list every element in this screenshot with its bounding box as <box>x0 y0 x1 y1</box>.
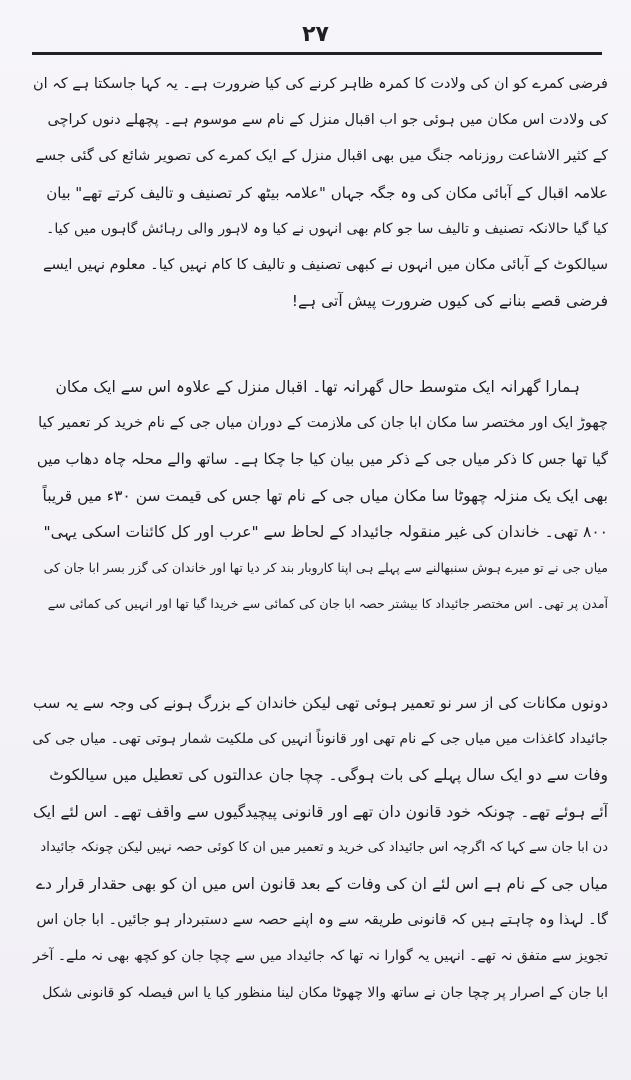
text-line: گا۔ لہذا وہ چاہتے ہیں کہ قانونی طریقہ سے وہ اپنے حصہ سے دستبردار ہو جائیں۔ ابا جان اس <box>36 912 608 929</box>
text-line: کی ولادت اس مکان میں ہوئی جو اب اقبال منزل کے نام سے موسوم ہے۔ پچھلے دنوں کراچی <box>47 112 608 129</box>
text-line: فرضی قصے بنانے کی کیوں ضرورت پیش آتی ہے! <box>291 292 608 311</box>
paragraph-2 <box>30 369 608 622</box>
text-line: وفات سے دو ایک سال پہلے کی بات ہوگی۔ چچا جان عدالتوں کی تعطیل میں سیالکوٹ <box>49 766 608 785</box>
header-rule <box>32 52 602 55</box>
text-line: میاں جی کے نام ہے اس لئے ان کی وفات کے بعد قانون اس میں ان کو بھی حقدار قرار دے <box>35 874 608 893</box>
text-line: ہمارا گھرانہ ایک متوسط حال گھرانہ تھا۔ اقبال منزل کے علاوہ اس سے ایک مکان <box>55 378 580 396</box>
page-number: ۲۷ <box>302 22 329 47</box>
text-line: بھی ایک یک منزلہ چھوٹا سا مکان میاں جی کے نام تھا جس کی قیمت سن ۳۰ء میں قریباً <box>42 486 608 505</box>
paragraph-1 <box>30 66 608 319</box>
text-line: آئے ہوئے تھے۔ چونکہ خود قانون دان تھے اور قانونی پیچیدگیوں سے واقف تھے۔ اس لئے ایک <box>32 802 608 821</box>
text-line: ابا جان کے اصرار پر چچا جان نے ساتھ والا چھوٹا مکان لینا منظور کیا یا اس فیصلہ کو قانونی شکل <box>42 984 608 1001</box>
text-line: میاں جی نے تو میرے ہوش سنبھالنے سے پہلے ہی اپنا کاروبار بند کر دیا تھا اور خاندان کی گزر بسر ابا جان کی <box>43 559 608 575</box>
text-line: فرضی کمرے کو ان کی ولادت کا کمرہ ظاہر کرنے کی کیا ضرورت ہے۔ یہ کہا جاسکتا ہے کہ ان <box>32 76 608 92</box>
text-line: دن ابا جان سے کہا کہ اگرچہ اس جائیداد کی خرید و تعمیر میں ان کا کوئی حصہ نہیں لیکن چونکہ جائیداد <box>40 839 608 855</box>
text-line: چھوڑ ایک اور مختصر سا مکان ابا جان کی ملازمت کے دوران میاں جی کے نام خرید کر تعمیر کیا <box>38 415 608 432</box>
text-line: جائیداد کاغذات میں میاں جی کے نام تھی اور قانوناً انہیں کی ملکیت شمار ہوتی تھی۔ میاں جی کی <box>32 731 608 748</box>
text-line: سیالکوٹ کے آبائی مکان میں انہوں نے کبھی تصنیف و تالیف کا کام نہیں کیا۔ معلوم نہیں ایسے <box>42 256 608 273</box>
text-line: دونوں مکانات کی از سر نو تعمیر ہوئی تھی لیکن خاندان کے بزرگ ہونے کی وجہ سے یہ سب <box>33 694 608 712</box>
text-line: گیا تھا جس کا ذکر میاں جی کے ذکر میں بیان کیا جا چکا ہے۔ ساتھ والے محلہ چاہ دھاب میں <box>36 450 608 469</box>
paragraph-3 <box>30 685 608 1011</box>
text-line: آمدن پر تھی۔ اس مختصر جائیداد کا بیشتر حصہ ابا جان کی کمائی سے خریدا گیا تھا اور انہیں کی کمائی سے <box>47 596 608 612</box>
text-line: علامہ اقبال کے آبائی مکان کی وہ جگہ جہاں "علامہ بیٹھ کر تصنیف و تالیف کرتے تھے" بیان <box>46 183 608 202</box>
text-line: ۸۰۰ تھی۔ خاندان کی غیر منقولہ جائیداد کے لحاظ سے "عرب اور کل کائنات اسکی یہی" <box>43 522 608 541</box>
text-line: کے کثیر الاشاعت روزنامہ جنگ میں بھی اقبال منزل کے ایک کمرے کی تصویر شائع کی گئی جسے <box>35 148 608 165</box>
text-line: کیا گیا حالانکہ تصنیف و تالیف سا جو کام بھی انہوں نے کیا وہ لاہور والی رہائش گاہوں میں کیا۔ <box>46 220 608 237</box>
text-line: تجویز سے متفق نہ تھے۔ انہیں یہ گوارا نہ تھا کہ جائیداد میں سے چچا جان کو کچھ بھی نہ ملے۔ آخر <box>33 948 608 965</box>
